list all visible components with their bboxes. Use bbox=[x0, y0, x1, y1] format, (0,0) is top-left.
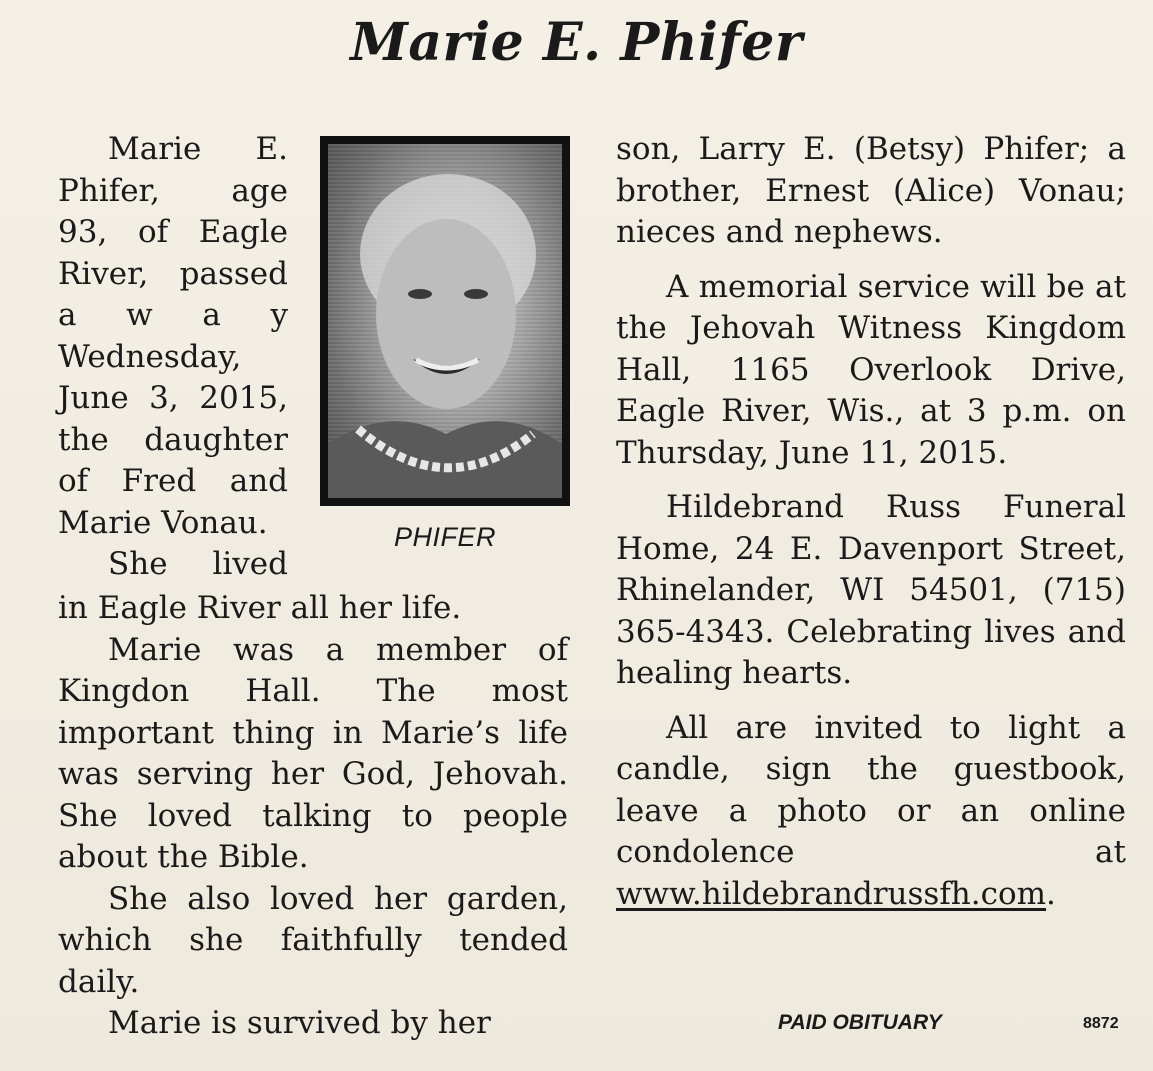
intro-line: Phifer, age bbox=[58, 172, 288, 209]
funeral-home-website-link[interactable]: www.hildebrandrussfh.com bbox=[616, 875, 1047, 912]
intro-line: 93, of Eagle bbox=[58, 214, 288, 250]
intro-line: River, passed bbox=[58, 255, 288, 292]
portrait-image bbox=[328, 144, 562, 498]
paragraph: Marie was a member of Kingdon Hall. The most important thing in Marie’s life was serving her God, Jehovah. She loved talking to people about the Bible. bbox=[58, 631, 568, 875]
intro-line: the daughter bbox=[58, 421, 288, 458]
paragraph: Hildebrand Russ Funeral Home, 24 E. Davenport Street, Rhinelander, WI 54501, (715) 365-4343. Celebrating lives and healing hearts. bbox=[616, 489, 1126, 691]
intro-line: Marie Vonau. bbox=[58, 504, 268, 541]
intro-line: Wednesday, bbox=[58, 338, 242, 375]
portrait-illustration bbox=[328, 144, 562, 498]
obituary-title: Marie E. Phifer bbox=[350, 12, 803, 73]
intro-line: June 3, 2015, bbox=[58, 380, 288, 416]
paragraph: A memorial service will be at the Jehovah Witness Kingdom Hall, 1165 Overlook Drive, Eagle River, Wis., at 3 p.m. on Thursday, June 11, 2015. bbox=[616, 268, 1126, 471]
intro-line: of Fred and bbox=[58, 463, 288, 499]
paragraph: in Eagle River all her life. bbox=[58, 590, 462, 626]
sentence-end: . bbox=[1046, 875, 1056, 912]
photo-caption: PHIFER bbox=[393, 522, 496, 552]
left-column-top bbox=[58, 129, 288, 586]
paragraph: She also loved her garden, which she faithfully tended daily. bbox=[58, 880, 568, 1000]
paid-obituary-label: PAID OBITUARY bbox=[778, 1011, 942, 1034]
intro-line: Marie E. bbox=[108, 131, 288, 167]
right-column bbox=[616, 129, 1126, 915]
portrait-photo bbox=[320, 136, 570, 506]
paragraph: son, Larry E. (Betsy) Phifer; a brother, Ernest (Alice) Vonau; nieces and nephews. bbox=[616, 131, 1126, 250]
intro-line: a w a y bbox=[58, 297, 288, 333]
guestbook-text: All are invited to light a candle, sign the guestbook, leave a photo or an online condolence at bbox=[616, 709, 1126, 870]
paragraph-guestbook bbox=[616, 708, 1126, 916]
ad-code: 8872 bbox=[1083, 1015, 1119, 1032]
paragraph: Marie is survived by her bbox=[108, 1005, 491, 1041]
left-column-bottom bbox=[58, 588, 568, 1045]
intro-line: She lived bbox=[108, 546, 288, 582]
